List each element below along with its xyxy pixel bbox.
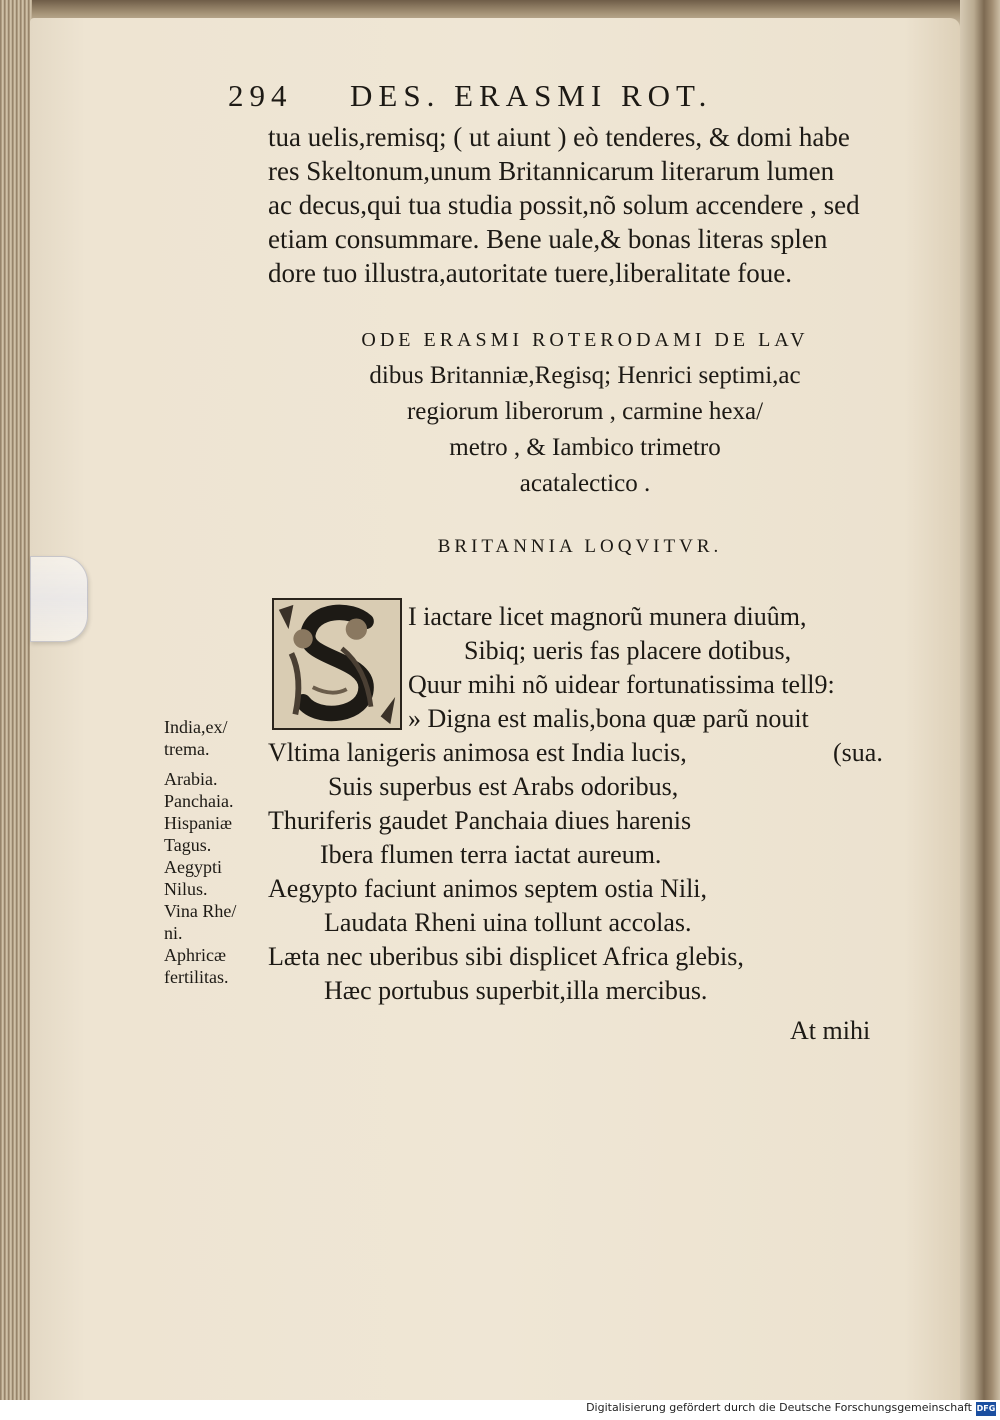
poem-line-turnover: (sua. — [833, 738, 883, 767]
margin-note: Aegypti — [164, 857, 222, 877]
margin-note: Tagus. — [164, 835, 212, 855]
decorated-initial-image — [274, 600, 400, 728]
prose-line: tua uelis,remisq; ( ut aiunt ) eò tenderes, & domi habe — [268, 122, 850, 152]
book-left-edge — [0, 0, 32, 1400]
title-line: dibus Britanniæ,Regisq; Henrici septimi,ac — [369, 362, 801, 389]
woodcut-initial-s — [272, 598, 402, 730]
book-right-edge — [960, 0, 1000, 1400]
poem-line: Sibiq; ueris fas placere dotibus, — [464, 636, 792, 665]
running-title: DES. ERASMI ROT. — [350, 78, 713, 113]
prose-line: ac decus,qui tua studia possit,nõ solum accendere , sed — [268, 190, 860, 220]
margin-note: ni. — [164, 923, 183, 943]
prose-line: res Skeltonum,unum Britannicarum literarum lumen — [268, 156, 835, 186]
speaker-heading: BRITANNIA LOQVITVR. — [437, 536, 723, 557]
title-line: metro , & Iambico trimetro — [449, 434, 721, 461]
prose-line: dore tuo illustra,autoritate tuere,liberalitate foue. — [268, 258, 793, 288]
margin-note: Arabia. — [164, 769, 218, 789]
margin-note: India,ex/ — [164, 717, 228, 737]
ode-title — [280, 322, 890, 502]
poem-line: Læta nec uberibus sibi displicet Africa glebis, — [268, 942, 744, 971]
margin-note: Nilus. — [164, 879, 208, 899]
title-line: regiorum liberorum , carmine hexa/ — [406, 398, 764, 425]
poem-line: Quur mihi nõ uidear fortunatissima tell9: — [408, 670, 835, 699]
margin-note: Hispaniæ — [164, 813, 233, 833]
poem-line: Ibera flumen terra iactat aureum. — [320, 840, 662, 869]
dfg-logo: DFG — [976, 1402, 996, 1416]
poem-line: Suis superbus est Arabs odoribus, — [328, 772, 679, 801]
title-line: ODE ERASMI ROTERODAMI DE LAV — [361, 329, 809, 351]
poem-line: Laudata Rheni uina tollunt accolas. — [324, 908, 692, 937]
poem-line: Aegypto faciunt animos septem ostia Nili, — [268, 874, 708, 903]
margin-note: trema. — [164, 739, 210, 759]
prose-block — [268, 120, 898, 290]
funding-credit: Digitalisierung gefördert durch die Deutsche Forschungsgemeinschaft — [586, 1401, 972, 1414]
title-line: acatalectico . — [519, 470, 651, 497]
poem-line: » Digna est malis,bona quæ parũ nouit — [408, 704, 809, 733]
margin-note: Panchaia. — [164, 791, 234, 811]
margin-note: Aphricæ — [164, 945, 226, 965]
margin-note: fertilitas. — [164, 967, 229, 987]
poem-line: Hæc portubus superbit,illa mercibus. — [324, 976, 708, 1005]
running-header — [228, 78, 788, 118]
poem-line: Thuriferis gaudet Panchaia diues harenis — [268, 806, 692, 835]
margin-note: Vina Rhe/ — [164, 901, 237, 921]
margin-notes — [164, 716, 274, 988]
catchword: At mihi — [790, 1016, 871, 1045]
poem-line: Vltima lanigeris animosa est India lucis, — [268, 738, 687, 767]
page-number: 294 — [228, 78, 293, 113]
prose-line: etiam consummare. Bene uale,& bonas literas splen — [268, 224, 828, 254]
page-clip — [30, 556, 88, 642]
poem-line: I iactare licet magnorũ munera diuûm, — [408, 602, 807, 631]
